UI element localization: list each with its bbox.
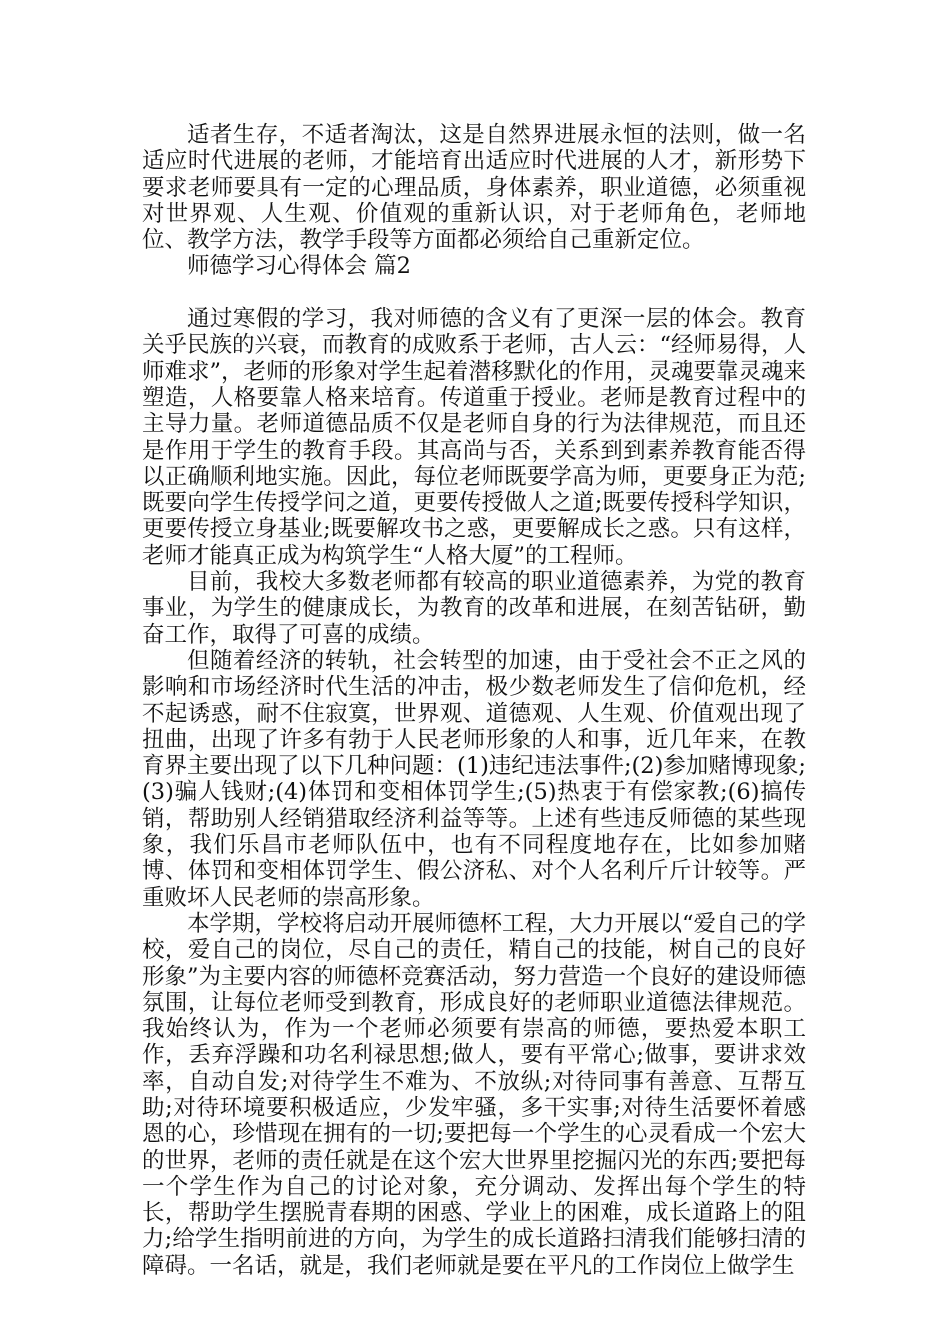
document-page (142, 122, 806, 1279)
body-paragraph-4: 本学期，学校将启动开展师德杯工程，大力开展以“爱自己的学校，爱自己的岗位，尽自己的责任，精自己的技能，树自己的良好形象”为主要内容的师德杯竞赛活动，努力营造一个良好的建设师德氛围，让每位老师受到教育，形成良好的老师职业道德法律规范。我始终认为，作为一个老师必须要有崇高的师德，要热爱本职工作，丢弃浮躁和功名利禄思想;做人，要有平常心;做事，要讲求效率，自动自发;对待学生不难为、不放纵;对待同事有善意、互帮互助;对待环境要积极适应，少发牢骚，多干实事;对待生活要怀着感恩的心，珍惜现在拥有的一切;要把每一个学生的心灵看成一个宏大的世界，老师的责任就是在这个宏大世界里挖掘闪光的东西;要把每一个学生作为自己的讨论对象，充分调动、发挥出每个学生的特长，帮助学生摆脱青春期的困惑、学业上的困难，成长道路上的阻力;给学生指明前进的方向，为学生的成长道路扫清我们能够扫清的障碍。一名话，就是，我们老师就是要在平凡的工作岗位上做学生 (142, 910, 807, 1279)
blank-line (142, 280, 806, 306)
intro-paragraph: 适者生存，不适者淘汰，这是自然界进展永恒的法则，做一名适应时代进展的老师，才能培育出适应时代进展的人才，新形势下要求老师要具有一定的心理品质，身体素养，职业道德，必须重视对世界观、人生观、价值观的重新认识，对于老师角色，老师地位、教学方法，教学手段等方面都必须给自己重新定位。 (142, 122, 806, 254)
body-paragraph-1: 通过寒假的学习，我对师德的含义有了更深一层的体会。教育关乎民族的兴衰，而教育的成败系于老师，古人云：“经师易得，人师难求”，老师的形象对学生起着潜移默化的作用，灵魂要靠灵魂来塑造，人格要靠人格来培育。传道重于授业。老师是教育过程中的主导力量。老师道德品质不仅是老师自身的行为法律规范，而且还是作用于学生的教育手段。其高尚与否，关系到到素养教育能否得以正确顺利地实施。因此，每位老师既要学高为师，更要身正为范;既要向学生传授学问之道，更要传授做人之道;既要传授科学知识，更要传授立身基业;既要解攻书之惑，更要解成长之惑。只有这样，老师才能真正成为构筑学生“人格大厦”的工程师。 (142, 306, 807, 569)
body-paragraph-2: 目前，我校大多数老师都有较高的职业道德素养，为党的教育事业，为学生的健康成长，为教育的改革和进展，在刻苦钻研，勤奋工作，取得了可喜的成绩。 (142, 569, 806, 648)
body-paragraph-3: 但随着经济的转轨，社会转型的加速，由于受社会不正之风的影响和市场经济时代生活的冲击，极少数老师发生了信仰危机，经不起诱惑，耐不住寂寞，世界观、道德观、人生观、价值观出现了扭曲，出现了许多有勃于人民老师形象的人和事，近几年来，在教育界主要出现了以下几种问题：(1)违纪违法事件;(2)参加赌博现象;(3)骗人钱财;(4)体罚和变相体罚学生;(5)热衷于有偿家教;(6)搞传销，帮助别人经销猎取经济利益等等。上述有些违反师德的某些现象，我们乐昌市老师队伍中，也有不同程度地存在，比如参加赌博、体罚和变相体罚学生、假公济私、对个人名利斤斤计较等。严重败坏人民老师的崇高形象。 (142, 647, 806, 911)
section-heading: 师德学习心得体会 篇2 (187, 253, 411, 280)
